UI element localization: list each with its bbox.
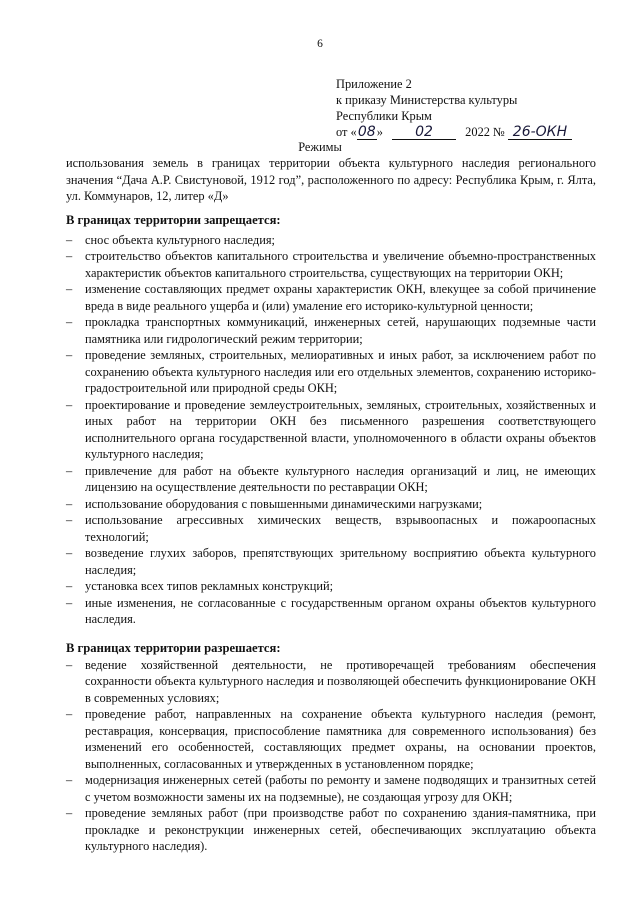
list-item: – использование агрессивных химических веществ, взрывоопасных и пожароопасных технологий; — [66, 513, 596, 544]
list-item: – иные изменения, не согласованные с государственным органом охраны объектов культурного наследия. — [66, 595, 596, 626]
intro-paragraph: использования земель в границах территории объекта культурного наследия регионального значения “Дача А.Р. Свистуновой, 1912 год”, расположенного по адресу: Республика Крым, г. Ялта, ул. Коммунаров, 12, литер «Д» — [66, 156, 596, 203]
prohibited-list — [66, 232, 596, 628]
list-item: – привлечение для работ на объекте культурного наследия организаций и лиц, не имеющих лицензию на осуществление деятельности по реставрации ОКН; — [66, 463, 596, 494]
list-item: – изменение составляющих предмет охраны характеристик ОКН, влекущее за собой причинение вреда в виде реального ущерба и (или) умаление его историко-культурной ценности; — [66, 282, 596, 313]
date-year: 2022 № — [465, 125, 505, 139]
list-item: – проведение земляных работ (при производстве работ по сохранению здания-памятника, при прокладке и реконструкции инженерных сетей, обеспечивающих эксплуатацию объекта культурного наследия). — [66, 806, 596, 853]
list-item: – ведение хозяйственной деятельности, не противоречащей требованиям обеспечения сохранности объекта культурного наследия и позволяющей обеспечить функционирование ОКН в современных условиях; — [66, 657, 596, 705]
list-item: – проектирование и проведение землеустроительных, земляных, строительных, хозяйственных и иных работ на территории ОКН без письменного разрешения соответствующего исполнительного органа государственной власти, уполномоченного в области охраны объектов культурного наследия; — [66, 397, 596, 461]
prohibited-section — [66, 212, 596, 628]
list-item: – строительство объектов капитального строительства и увеличение объемно-пространственных характеристик объектов капитального строительства, существующих на территории ОКН; — [66, 249, 596, 280]
document-title: Режимы — [298, 140, 342, 154]
list-item: – проведение работ, направленных на сохранение объекта культурного наследия (ремонт, реставрация, консервация, приспособление памятника для современного использования) без изменений его особенностей, составляющих предмет охраны, на основании проектов, выполненных, согласованных и утвержденных в установленном порядке; — [66, 707, 596, 771]
page-number: 6 — [317, 38, 323, 50]
list-item: – прокладка транспортных коммуникаций, инженерных сетей, нарушающих подземные части памятника или гидрологический режим территории; — [66, 315, 596, 346]
order-number: 26-ОКН — [508, 126, 572, 140]
list-item: – установка всех типов рекламных конструкций; — [66, 579, 334, 593]
prohibited-heading: В границах территории запрещается: — [66, 213, 281, 227]
date-day: 08 — [357, 124, 376, 140]
appendix-date-line — [336, 124, 596, 140]
allowed-section — [66, 640, 596, 855]
list-item: – проведение земляных, строительных, мелиоративных и иных работ, за исключением работ по сохранению объекта культурного наследия или его отдельных элементов, сохранению историко-градостроительной или природной среды ОКН; — [66, 348, 596, 395]
list-item: – использование оборудования с повышенными динамическими нагрузками; — [66, 496, 483, 511]
date-prefix: от « — [336, 125, 357, 139]
appendix-line-1: Приложение 2 — [336, 77, 412, 91]
allowed-heading: В границах территории разрешается: — [66, 641, 281, 655]
date-month: 02 — [392, 126, 456, 140]
appendix-line-3: Республики Крым — [336, 109, 432, 123]
list-item: – модернизация инженерных сетей (работы по ремонту и замене подводящих и транзитных сетей с учетом возможности замены их на подземные), не создающая угрозу для ОКН; — [66, 773, 596, 804]
date-quote-close: » — [376, 125, 383, 139]
appendix-line-2: к приказу Министерства культуры — [336, 93, 518, 107]
appendix-header — [336, 76, 596, 140]
allowed-list — [66, 657, 596, 855]
list-item: – возведение глухих заборов, препятствующих зрительному восприятию объекта культурного наследия; — [66, 546, 596, 577]
list-item: – снос объекта культурного наследия; — [66, 232, 275, 247]
